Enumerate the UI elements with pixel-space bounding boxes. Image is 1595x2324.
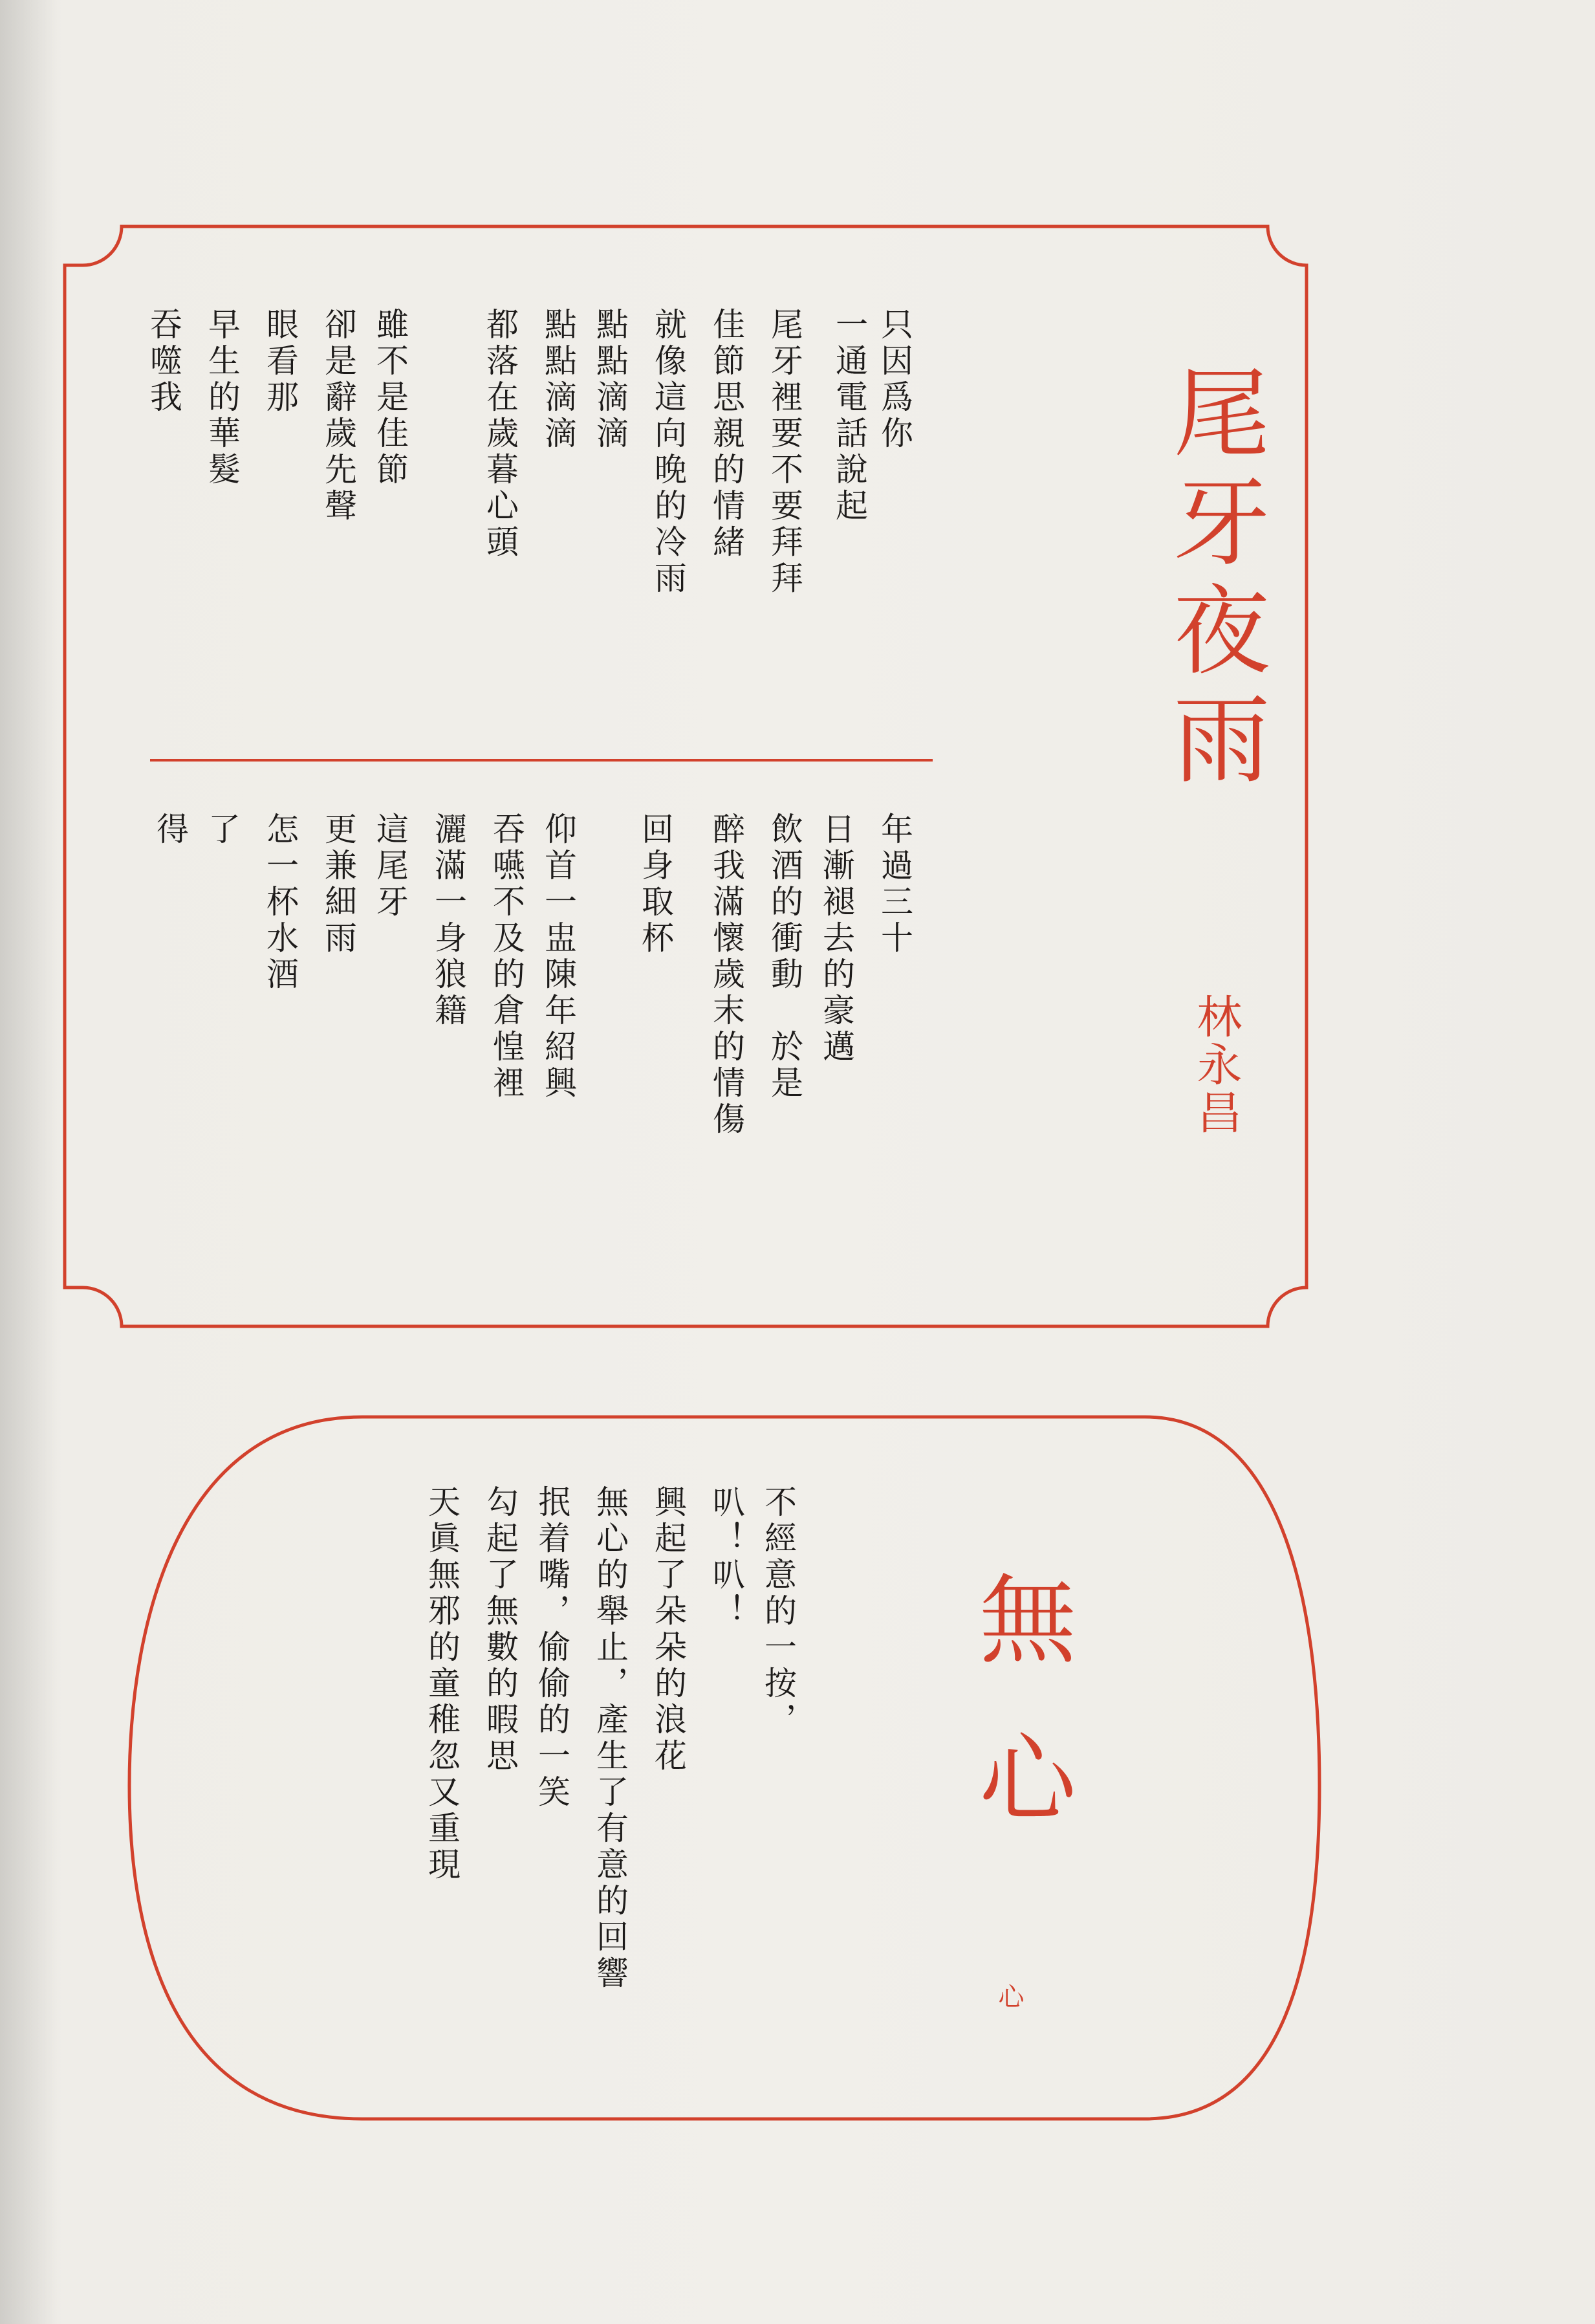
poem1-stanza1-line: 一通電話說起 <box>830 307 868 525</box>
poem2-line: 興起了朵朵的浪花 <box>649 1485 687 1775</box>
poem1-stanza1-line: 就像這向晚的冷雨 <box>649 307 687 597</box>
poem2-line: 勾起了無數的暇思 <box>481 1485 519 1775</box>
poem1-stanza2-line: 醉我滿懷歲末的情傷 <box>708 812 745 1138</box>
poem1-stanza1-line: 點點滴滴 <box>539 307 577 452</box>
poem1-stanza2-line: 了 <box>203 812 241 848</box>
poem2-line: 無心的舉止，產生了有意的回響 <box>591 1485 629 1992</box>
poem1-stanza1-line: 早生的華髮 <box>203 307 241 488</box>
poem1-author: 林永昌 <box>1189 993 1242 1137</box>
poem1-stanza1-line: 吞噬我 <box>145 307 182 416</box>
poem2-line: 抿着嘴，偷偷的一笑 <box>533 1485 570 1811</box>
poem1-stanza1-line: 都落在歲暮心頭 <box>481 307 519 561</box>
poem2-line: 叭！叭！ <box>708 1485 745 1630</box>
poem1-stanza1-line: 只因爲你 <box>876 307 913 452</box>
poem1-stanza2-line: 灑滿一身狼籍 <box>429 812 467 1029</box>
poem1-stanza1-line: 雖不是佳節 <box>371 307 409 488</box>
poem1-stanza2-line: 回身取杯 <box>636 812 674 957</box>
poem1-stanza2-line: 這尾牙 <box>371 812 409 921</box>
poem2-author: 心 <box>994 1983 1024 2009</box>
poem2-title: 無心 <box>962 1569 1075 1886</box>
poem1-stanza1-line: 卻是辭歲先聲 <box>320 307 357 525</box>
poem1-stanza2-line: 飲酒的衝動 於是 <box>766 812 803 1102</box>
poem1-stanza2-line: 更兼細雨 <box>320 812 357 957</box>
poem1-stanza2-line: 得 <box>151 812 189 848</box>
poem1-stanza1-line: 點點滴滴 <box>591 307 629 452</box>
poem2-line: 不經意的一按， <box>759 1485 797 1738</box>
poem1-stanza2-line: 仰首一盅陳年紹興 <box>539 812 577 1102</box>
poem1-stanza1-line: 尾牙裡要不要拜拜 <box>766 307 803 597</box>
poem1-title: 尾牙夜雨 <box>1156 362 1269 797</box>
poem1-stanza2-line: 日漸褪去的豪邁 <box>818 812 855 1066</box>
poem1-stanza2-line: 怎一杯水酒 <box>261 812 299 993</box>
poem1-stanza1-line: 眼看那 <box>261 307 299 416</box>
poem2-line: 天眞無邪的童稚忽又重現 <box>423 1485 461 1883</box>
poem1-stanza2-line: 年過三十 <box>876 812 913 957</box>
poem1-stanza2-line: 吞嚥不及的倉惶裡 <box>488 812 525 1102</box>
poem1-stanza1-line: 佳節思親的情緒 <box>708 307 745 561</box>
